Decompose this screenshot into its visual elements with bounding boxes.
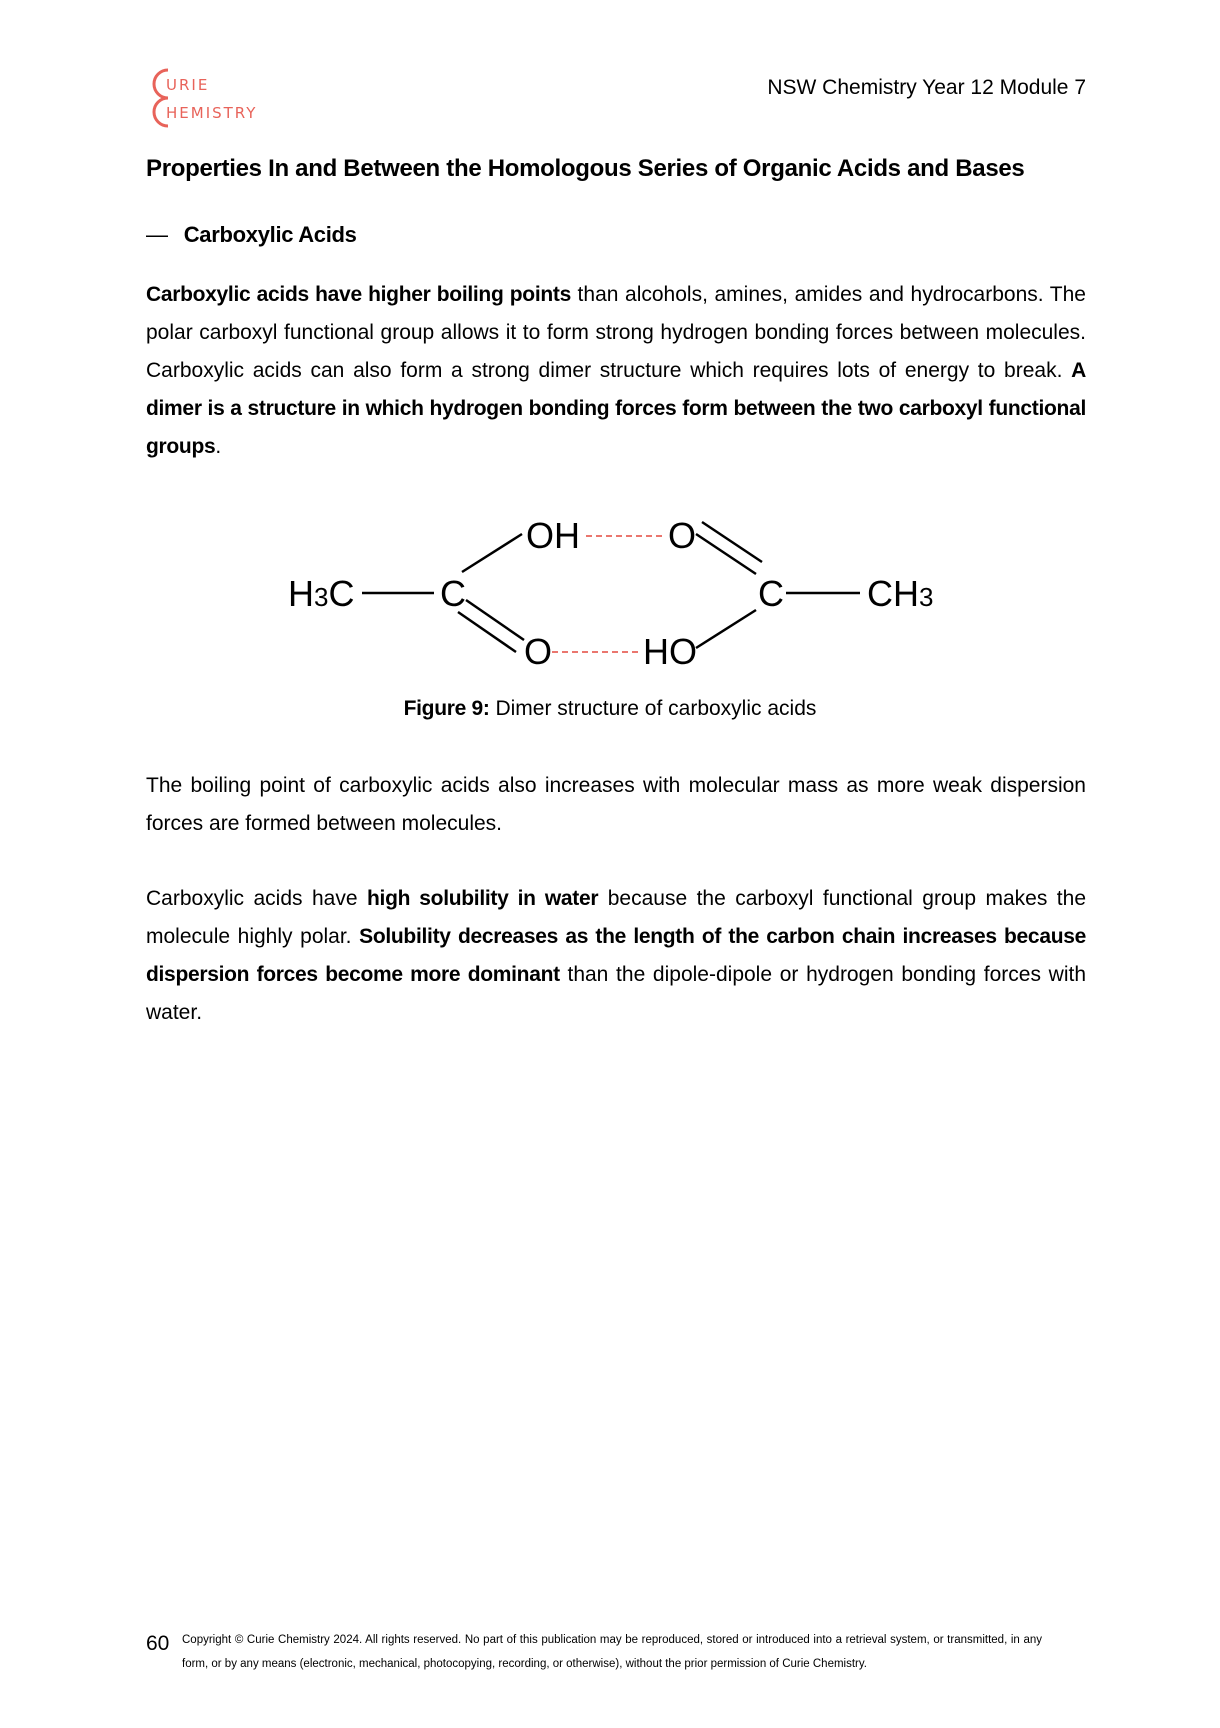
bond-c-o-double-b [458,612,516,652]
right-ch-text: CH [867,573,919,614]
page-number: 60 [146,1632,170,1655]
ho-bottom-label: HO [643,631,697,672]
body-text: than alcohols, amines, amides and hydrocarbons. The polar carboxyl functional group allows it to form strong hydrogen bonding forces between molecules. Carboxylic acids can also form a strong dimer structure which requires lots of energy to break. [146,283,1086,382]
bond-ho-c [696,610,756,648]
paragraph-solubility [146,880,1086,1032]
bond-c-o-double-a [466,600,524,640]
body-text: than the dipole-dipole or hydrogen bonding forces with water. [146,963,1086,1024]
paragraph-boiling-points [146,276,1086,466]
bond-o-c-double-a [696,534,756,574]
bond-o-c-double-b [702,522,762,562]
bond-c-oh [462,534,522,572]
carbon-left-label: C [440,573,466,614]
body-text: because the carboxyl functional group makes the molecule highly polar. [146,887,1086,948]
bold-text: Carboxylic acids have higher boiling points [146,283,571,306]
oxygen-top-label: O [668,515,697,556]
section-heading-text: Carboxylic Acids [183,222,357,247]
figure-caption [0,697,1220,721]
caption-text: Dimer structure of carboxylic acids [489,697,817,720]
copyright-notice: Copyright © Curie Chemistry 2024. All rights reserved. No part of this publication may be reproduced, stored or introduced into a retrieval system, or transmitted, in any form, or by any means (electronic, mechanical, photocopying, recording, or otherwise), without the prior permission of Curie Chemistry. [182,1634,1042,1670]
bold-text: A dimer is a structure in which hydrogen bonding forces form between the two carboxyl functional groups [146,359,1086,458]
right-subscript-3: 3 [919,582,934,612]
oh-top-label: OH [526,515,580,556]
oxygen-bottom-label: O [524,631,553,672]
bold-text: Solubility decreases as the length of the carbon chain increases because dispersion forces become more dominant [146,925,1086,986]
left-h3c-label [288,573,354,614]
body-text: . [215,435,222,458]
section-dash: — [146,222,168,247]
carbon-right-label: C [758,573,784,614]
left-h-text: H [288,573,314,614]
logo-text-line2: HEMISTRY [166,104,258,122]
dimer-structure-diagram [270,500,970,680]
caption-label: Figure 9: [403,697,490,720]
paragraph-molecular-mass: The boiling point of carboxylic acids also increases with molecular mass as more weak dispersion forces are formed between molecules. [146,774,1086,835]
body-text: Carboxylic acids have [146,887,368,910]
left-c-text: C [328,573,355,614]
left-subscript-3: 3 [314,582,329,612]
logo-text-line1: URIE [166,76,210,94]
course-header: NSW Chemistry Year 12 Module 7 [767,76,1086,99]
bold-text: high solubility in water [367,887,599,910]
curie-chemistry-logo [146,66,296,130]
section-heading [146,222,357,248]
page-title: Properties In and Between the Homologous Series of Organic Acids and Bases [146,155,1025,182]
right-ch3-label [867,573,933,614]
